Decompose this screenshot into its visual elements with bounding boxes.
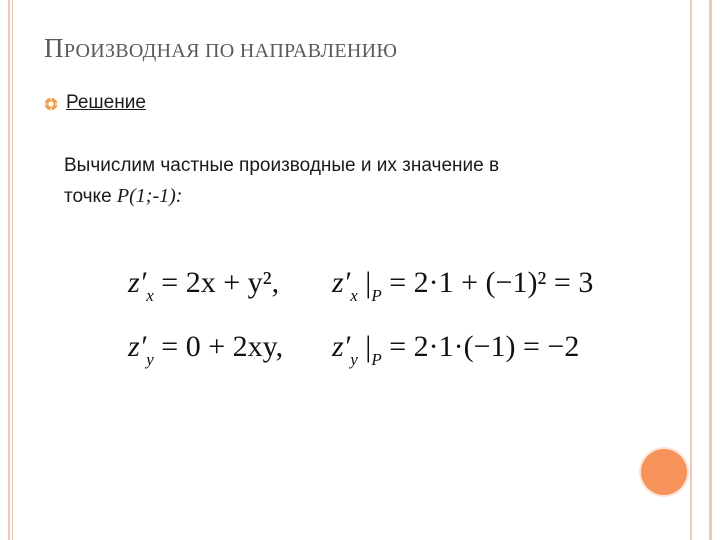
formula-zy	[128, 330, 283, 370]
title-first-letter: П	[44, 33, 64, 63]
formula-zy-at-p-lhs: z′	[332, 330, 351, 363]
title-rest: РОИЗВОДНАЯ ПО НАПРАВЛЕНИЮ	[63, 40, 398, 62]
formula-zx-rhs: = 2x + y²,	[153, 266, 280, 299]
formula-zx-at-p-bar: |	[357, 266, 372, 299]
formula-zx-at-p-point: P	[371, 286, 382, 305]
decorative-orange-circle	[641, 449, 687, 495]
body-line-2-prefix: точке	[64, 186, 117, 207]
formula-zx-at-p-rhs: = 2·1 + (−1)² = 3	[381, 266, 594, 299]
frame-line-left-inner	[12, 0, 13, 540]
bullet-row	[44, 92, 146, 114]
body-text	[64, 150, 624, 212]
formula-zx-at-p	[332, 266, 593, 306]
frame-line-right-outer	[709, 0, 712, 540]
body-line-2	[64, 181, 624, 212]
formula-zx-at-p-lhs: z′	[332, 266, 351, 299]
formula-zy-at-p-bar: |	[357, 330, 372, 363]
body-line-1: Вычислим частные производные и их значение в	[64, 155, 500, 176]
slide-title	[44, 33, 397, 64]
formula-zx	[128, 266, 279, 306]
formula-zy-sub: y	[146, 350, 154, 369]
frame-line-right-inner	[690, 0, 692, 540]
formula-zy-at-p-point: P	[371, 350, 382, 369]
point-label: P(1;-1):	[116, 185, 183, 207]
formula-zy-at-p	[332, 330, 579, 370]
formula-zy-at-p-rhs: = 2·1·(−1) = −2	[381, 330, 580, 363]
formula-zx-sub: x	[146, 286, 154, 305]
sun-bullet-icon	[44, 97, 58, 111]
formula-zy-lhs: z′	[128, 330, 147, 363]
formula-zy-at-p-sub: y	[350, 350, 358, 369]
frame-line-left-outer	[8, 0, 10, 540]
formula-zx-lhs: z′	[128, 266, 147, 299]
formula-zx-at-p-sub: x	[350, 286, 358, 305]
bullet-label: Решение	[66, 92, 146, 113]
formula-zy-rhs: = 0 + 2xy,	[153, 330, 284, 363]
